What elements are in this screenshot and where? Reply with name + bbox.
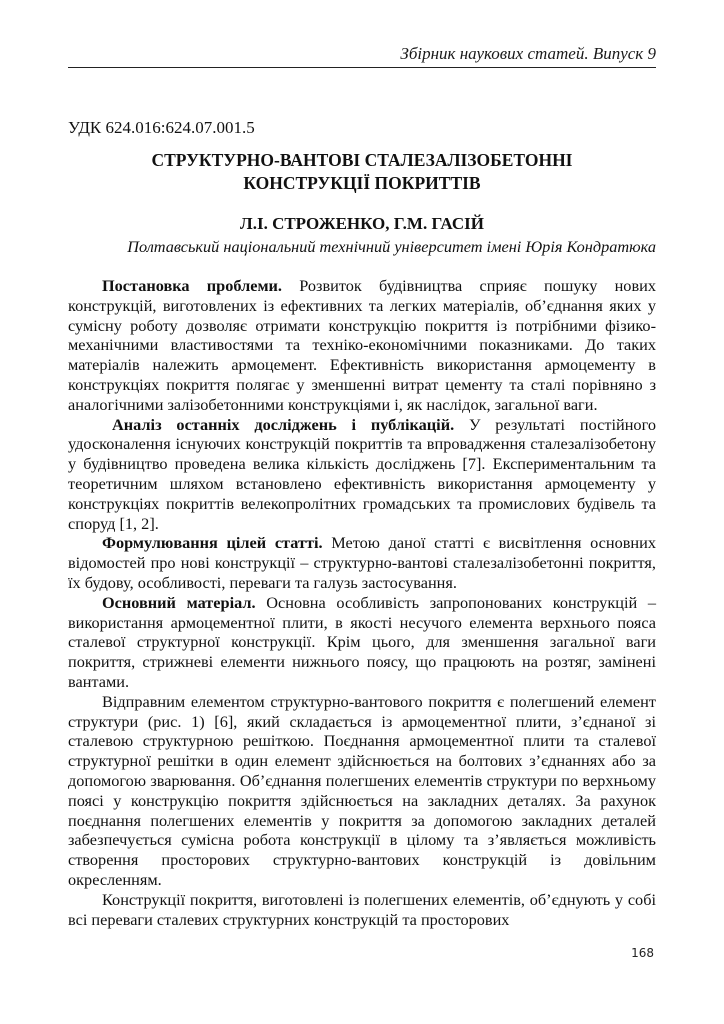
affiliation: Полтавський національний технічний університет імені Юрія Кондратюка [127, 237, 656, 256]
paragraph-text: Основна особливість запропонованих конструкцій – використання армоцементної плити, в якості несучого елемента верхнього пояса сталевої структурної конструкції. Крім цього, для зменшення загальної ваги покриття, стрижневі елементи нижнього поясу, що працюють на розтяг, замінені вантами. [68, 592, 656, 691]
paragraph-lead: Основний матеріал. [102, 592, 256, 612]
title-line: КОНСТРУКЦІЇ ПОКРИТТІВ [243, 173, 481, 193]
paragraph-lead: Аналіз останніх досліджень і публікацій. [112, 414, 455, 434]
article-title [68, 149, 656, 195]
authors: Л.І. СТРОЖЕНКО, Г.М. ГАСІЙ [240, 214, 484, 233]
paragraph-text: Конструкції покриття, виготовлені із полегшених елементів, об’єднують у собі всі переваги сталевих структурних конструкцій та просторових [68, 889, 656, 929]
page-number: 168 [631, 946, 654, 960]
paragraph-text: У результаті постійного удосконалення існуючих конструкцій покриттів та впровадження сталезалізобетону у будівництво проведена велика кількість досліджень [7]. Експериментальним та теоретичним шляхом встановлено ефективність використання армоцементу у конструкціях покриттів велекопролітних громадських та промислових будівель та споруд [1, 2]. [68, 414, 656, 533]
paragraph-text: Метою даної статті є висвітлення основних відомостей про нові конструкції – структурно-вантові сталезалізобетонні покриття, їх будову, особливості, переваги та галузь застосування. [68, 533, 656, 592]
paragraph-lead: Постановка проблеми. [102, 276, 282, 295]
paragraph-advantages [68, 890, 656, 930]
paragraph-objectives [68, 533, 656, 592]
udc-code: УДК 624.016:624.07.001.5 [68, 118, 255, 137]
paragraph-element-description [68, 692, 656, 890]
article-body [68, 276, 656, 929]
header-rule [68, 67, 656, 68]
paragraph-lead: Формулювання цілей статті. [102, 533, 323, 553]
running-header: Збірник наукових статей. Випуск 9 [400, 44, 656, 63]
title-line: СТРУКТУРНО-ВАНТОВІ СТАЛЕЗАЛІЗОБЕТОННІ [151, 150, 573, 170]
paragraph-problem-statement [68, 276, 656, 415]
paragraph-text: Відправним елементом структурно-вантового покриття є полегшений елемент структури (рис. 1) [6], який складається із армоцементної плити, з’єднаної зі сталевою структурною решіткою. Поєднання армоцементної плити та сталевої структурної решітки в один елемент здійснюється на болтових з’єднаннях або за допомогою зварювання. Об’єднання полегшених елементів структури по верхньому поясі у конструкцію покриття здійснюється на закладних деталях. За рахунок поєднання полегшених елементів у покриття за допомогою закладних деталей забезпечується сумісна робота конструкції в цілому та з’являється можливість створення просторових структурно-вантових конструкцій із довільним окресленням. [68, 691, 656, 889]
paragraph-literature-review [68, 415, 656, 534]
paragraph-text: Розвиток будівництва сприяє пошуку нових конструкцій, виготовлених із ефективних та легких матеріалів, об’єднання яких у сумісну роботу дозволяє отримати конструкцію покриття із потрібними фізико-механічними властивостями та техніко-економічними показниками. До таких матеріалів належить армоцемент. Ефективність використання армоцементу в конструкціях покриття полягає у зменшенні витрат цементу та сталі порівняно з аналогічними залізобетонними конструкціями і, як наслідок, загальної ваги. [68, 276, 656, 414]
paragraph-main-material [68, 593, 656, 692]
